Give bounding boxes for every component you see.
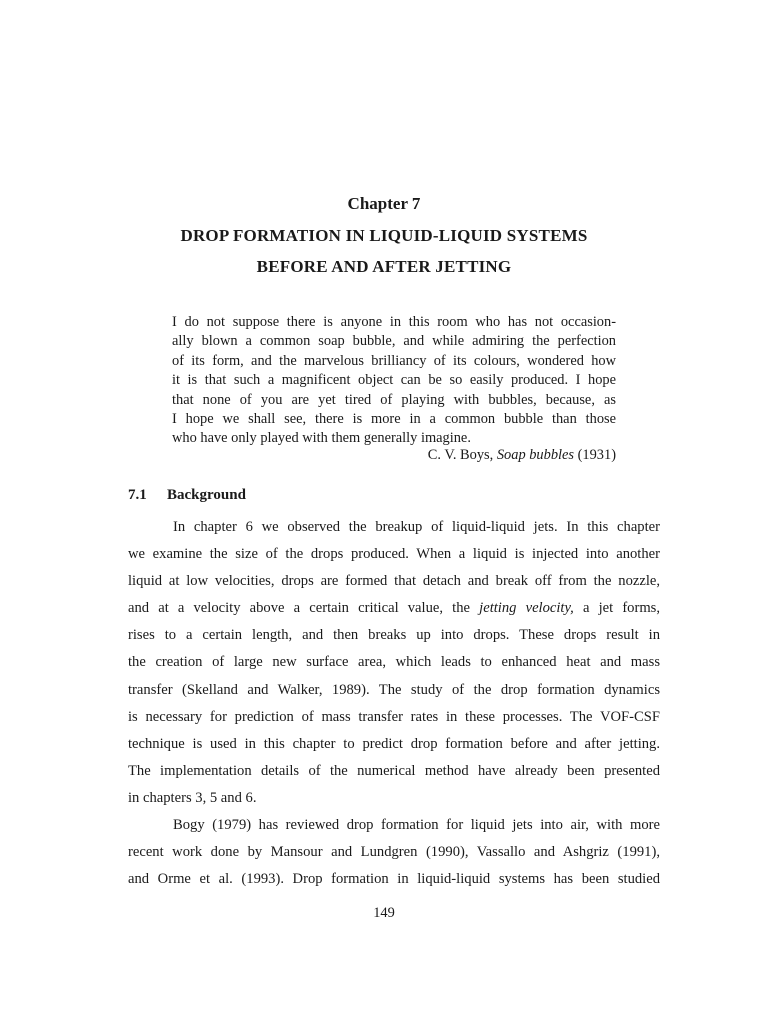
attribution-year: (1931) bbox=[577, 447, 616, 463]
body-line: The implementation details of the numerical method have already been presented bbox=[128, 762, 660, 779]
section-title: Background bbox=[167, 487, 246, 503]
emphasis-term: jetting velocity, bbox=[479, 600, 574, 617]
body-line: is necessary for prediction of mass transfer rates in these processes. The VOF-CSF bbox=[128, 708, 660, 725]
body-line: transfer (Skelland and Walker, 1989). The study of the drop formation dynamics bbox=[128, 681, 660, 698]
body-line: In chapter 6 we observed the breakup of liquid-liquid jets. In this chapter bbox=[173, 519, 660, 535]
epigraph-attribution bbox=[428, 447, 616, 464]
attribution-author: C. V. Boys, bbox=[427, 447, 494, 463]
chapter-title-line-2: BEFORE AND AFTER JETTING bbox=[256, 257, 512, 276]
epigraph-line: it is that such a magnificent object can be so easily produced. I hope bbox=[172, 372, 616, 389]
body-line: in chapters 3, 5 and 6. bbox=[128, 789, 257, 806]
body-line-segment: a jet forms, bbox=[582, 600, 661, 617]
body-line-segment: and at a velocity above a certain critical value, the bbox=[128, 600, 470, 617]
body-line: the creation of large new surface area, which leads to enhanced heat and mass bbox=[128, 654, 660, 671]
epigraph-line: I hope we shall see, there is more in a common bubble than those bbox=[172, 411, 616, 428]
epigraph-line: of its form, and the marvelous brilliancy of its colours, wondered how bbox=[172, 352, 616, 369]
epigraph-line: I do not suppose there is anyone in this room who has not occasion- bbox=[172, 314, 616, 330]
epigraph-line: ally blown a common soap bubble, and while admiring the perfection bbox=[172, 333, 616, 350]
body-line bbox=[128, 595, 660, 622]
section-number: 7.1 bbox=[128, 487, 147, 503]
page-number: 149 bbox=[373, 905, 395, 921]
epigraph-quote bbox=[172, 313, 616, 449]
body-line: technique is used in this chapter to predict drop formation before and after jetting. bbox=[128, 735, 660, 752]
body-line: liquid at low velocities, drops are formed that detach and break off from the nozzle, bbox=[128, 573, 660, 590]
body-text bbox=[128, 514, 660, 893]
attribution-work: Soap bubbles bbox=[496, 447, 575, 463]
body-line: and Orme et al. (1993). Drop formation in liquid-liquid systems has been studied bbox=[128, 871, 660, 888]
epigraph-line: who have only played with them generally imagine. bbox=[172, 430, 471, 447]
body-line: we examine the size of the drops produced. When a liquid is injected into another bbox=[128, 546, 660, 563]
section-heading bbox=[128, 487, 246, 504]
chapter-title-line-1: DROP FORMATION IN LIQUID-LIQUID SYSTEMS bbox=[180, 226, 588, 245]
body-line: rises to a certain length, and then breaks up into drops. These drops result in bbox=[128, 627, 660, 644]
body-line: Bogy (1979) has reviewed drop formation for liquid jets into air, with more bbox=[173, 817, 660, 834]
body-line: recent work done by Mansour and Lundgren (1990), Vassallo and Ashgriz (1991), bbox=[128, 844, 660, 861]
epigraph-line: that none of you are yet tired of playing with bubbles, because, as bbox=[172, 391, 616, 408]
chapter-label: Chapter 7 bbox=[347, 194, 421, 213]
